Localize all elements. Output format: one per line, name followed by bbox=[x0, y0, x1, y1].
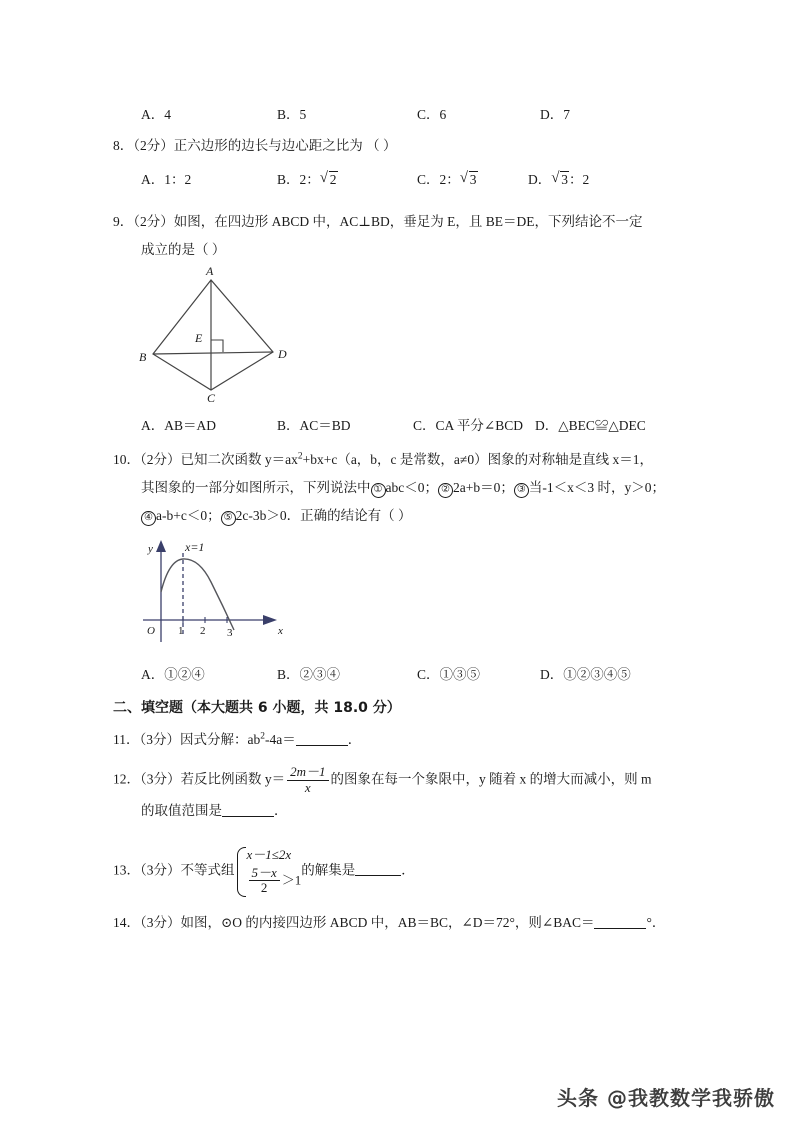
q12-numerator: 2m－1 bbox=[287, 765, 328, 781]
circled-3-icon: ③ bbox=[514, 483, 529, 498]
q9-option-c[interactable]: C．CA 平分∠BCD bbox=[413, 418, 523, 433]
q9-option-a[interactable]: A．AB＝AD bbox=[141, 418, 217, 433]
x-tick-2: 2 bbox=[200, 625, 206, 637]
q9-stem-line1: 9．（2分）如图，在四边形 ABCD 中，AC⊥BD，垂足为 E，且 BE＝DE，下列结论不一定 bbox=[113, 214, 643, 229]
section-2-heading: 二、填空题（本大题共 6 小题，共 18.0 分） bbox=[113, 700, 401, 716]
q10-stem-line2-pre: 其图象的一部分如图所示，下列说法中 bbox=[141, 480, 371, 495]
q9-stem-line2: 成立的是（ ） bbox=[141, 242, 226, 257]
parabola-curve bbox=[161, 559, 234, 630]
sqrt-icon bbox=[460, 171, 478, 188]
q10-option-b[interactable]: B．②③④ bbox=[277, 667, 341, 682]
q9-label-e: E bbox=[195, 331, 203, 345]
q8-option-d-label: D． bbox=[528, 172, 552, 187]
q11-post: ‐4a＝ bbox=[264, 732, 296, 747]
q9-label-d: D bbox=[278, 347, 287, 361]
q12-denominator: x bbox=[304, 779, 311, 795]
q9-option-b[interactable]: B．AC＝BD bbox=[277, 418, 351, 433]
x-tick-3: 3 bbox=[227, 627, 233, 639]
q8-option-c[interactable] bbox=[417, 168, 478, 188]
x-tick-1: 1 bbox=[178, 625, 184, 637]
q8-option-b-prefix: B．2： bbox=[277, 172, 320, 187]
q13-post: 的解集是 bbox=[301, 862, 356, 878]
q10-stem-line3 bbox=[113, 506, 721, 526]
x-axis-arrow-icon bbox=[263, 615, 277, 625]
q10-stem-line1-post: +bx+c（a，b，c 是常数，a≠0）图象的对称轴是直线 x＝1， bbox=[302, 452, 653, 467]
q13-denominator: 2 bbox=[260, 880, 268, 896]
q9-option-d[interactable]: D．△BEC≌△DEC bbox=[535, 418, 646, 433]
q12-line2-end: ． bbox=[274, 803, 288, 818]
q10-options-row bbox=[113, 663, 713, 685]
q13-inequality-2 bbox=[247, 866, 302, 897]
q7-options-row bbox=[113, 103, 713, 125]
q10-option-a[interactable]: A．①②④ bbox=[141, 667, 205, 682]
q8-option-c-prefix: C．2： bbox=[417, 172, 460, 187]
q12-answer-blank[interactable] bbox=[222, 804, 274, 817]
q10-option-c[interactable]: C．①③⑤ bbox=[417, 667, 481, 682]
q8-option-c-radicand: 3 bbox=[469, 172, 477, 187]
q13-end: ． bbox=[401, 862, 415, 878]
q10-statement-2: 2a+b＝0； bbox=[452, 480, 514, 495]
q11-exponent: 2 bbox=[260, 731, 265, 742]
sqrt-icon bbox=[551, 171, 569, 188]
q13-pre: 13．（3分）不等式组 bbox=[113, 862, 235, 878]
q13-fraction bbox=[249, 866, 280, 897]
y-axis-arrow-icon bbox=[156, 540, 166, 552]
q9-label-b: B bbox=[139, 350, 147, 364]
q13-numerator: 5－x bbox=[249, 866, 280, 882]
q13-stem bbox=[113, 846, 693, 896]
q10-statement-4: a‐b+c＜0； bbox=[156, 508, 221, 523]
q11-stem bbox=[113, 730, 693, 750]
q14-answer-blank[interactable] bbox=[594, 916, 646, 929]
q8-option-a[interactable]: A．1：2 bbox=[141, 172, 192, 187]
q9-label-c: C bbox=[207, 391, 216, 402]
q14-post: °． bbox=[646, 915, 666, 930]
q12-fraction bbox=[287, 765, 328, 796]
q7-option-c[interactable]: C．6 bbox=[417, 107, 447, 122]
q7-option-a[interactable]: A．4 bbox=[141, 107, 171, 122]
circled-2-icon: ② bbox=[438, 483, 453, 498]
sqrt-icon bbox=[320, 171, 338, 188]
q10-stem-line1 bbox=[113, 450, 693, 470]
q8-option-b[interactable] bbox=[277, 168, 338, 188]
q13-answer-blank[interactable] bbox=[355, 863, 401, 876]
q9-options-row bbox=[113, 414, 713, 436]
circled-4-icon: ④ bbox=[141, 511, 156, 526]
q13-relation: ＞1 bbox=[281, 871, 302, 887]
q10-exponent: 2 bbox=[297, 451, 303, 462]
circled-5-icon: ⑤ bbox=[221, 511, 236, 526]
q11-pre: 11．（3分）因式分解：ab bbox=[113, 732, 261, 747]
q10-statement-1: abc＜0； bbox=[385, 480, 438, 495]
q14-stem bbox=[113, 913, 693, 933]
q12-pre: 12．（3分）若反比例函数 y＝ bbox=[113, 771, 286, 787]
q10-stem-line1-pre: 10．（2分）已知二次函数 y＝ax bbox=[113, 452, 298, 467]
q8-stem: 8．（2分）正六边形的边长与边心距之比为 （ ） bbox=[113, 138, 397, 153]
symmetry-label: x=1 bbox=[185, 540, 205, 554]
x-axis-label: x bbox=[278, 625, 283, 637]
q8-options-row bbox=[113, 168, 713, 190]
q10-statement-3: 当‐1＜x＜3 时，y＞0； bbox=[528, 480, 665, 495]
q10-option-d[interactable]: D．①②③④⑤ bbox=[540, 667, 631, 682]
q12-stem-line1 bbox=[113, 765, 693, 796]
q12-post: 的图象在每一个象限中，y 随着 x 的增大而减小，则 m bbox=[330, 771, 652, 787]
circled-1-icon: ① bbox=[371, 483, 386, 498]
q8-option-b-radicand: 2 bbox=[329, 172, 337, 187]
q14-pre: 14．（3分）如图，⊙O 的内接四边形 ABCD 中，AB＝BC，∠D＝72°，则∠BAC＝ bbox=[113, 915, 595, 930]
watermark: 头条 @我教数学我骄傲 bbox=[557, 1086, 775, 1110]
q13-system-brace bbox=[235, 846, 302, 896]
q7-option-b[interactable]: B．5 bbox=[277, 107, 307, 122]
q8-option-d-radicand: 3 bbox=[561, 172, 568, 187]
q10-parabola-graph bbox=[133, 534, 293, 650]
q8-option-d-suffix: ：2 bbox=[569, 172, 590, 187]
q12-stem-line2 bbox=[113, 801, 721, 821]
q7-option-d[interactable]: D．7 bbox=[540, 107, 570, 122]
q10-stem-line2 bbox=[113, 478, 721, 498]
q9-figure bbox=[135, 262, 300, 402]
q12-line2-pre: 的取值范围是 bbox=[141, 803, 222, 818]
q13-inequality-1: x－1≤2x bbox=[246, 847, 292, 862]
q11-answer-blank[interactable] bbox=[296, 733, 348, 746]
y-axis-label: y bbox=[148, 543, 153, 555]
q8-option-d[interactable] bbox=[528, 168, 589, 188]
origin-label: O bbox=[147, 625, 155, 637]
right-angle-mark-icon bbox=[211, 340, 223, 352]
q9-label-a: A bbox=[206, 264, 214, 278]
q11-end: ． bbox=[347, 732, 362, 747]
q10-statement-5: 2c‐3b＞0．正确的结论有（ ） bbox=[235, 508, 412, 523]
